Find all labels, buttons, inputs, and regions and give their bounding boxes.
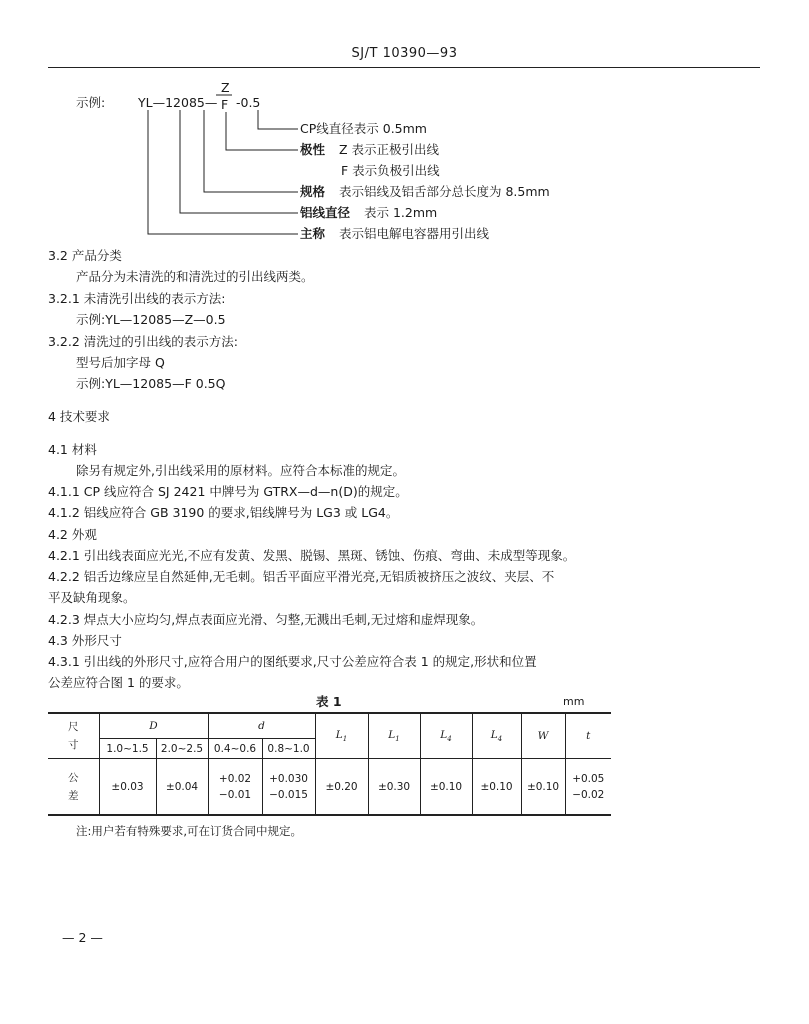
section-heading: 4 技术要求 [48,409,110,424]
annotation-desc: Z 表示正极引出线 [339,142,440,157]
tolerance-table [48,712,611,816]
row-label-dimension [48,713,99,759]
tolerance-upper: +0.030 [269,772,308,785]
annotation-desc: 表示铝电解电容器用引出线 [339,226,490,241]
col-header-sub: 4 [447,735,452,744]
tolerance-cell [262,759,315,816]
paragraph: 4.1.1 CP 线应符合 SJ 2421 中牌号为 GTRX—d—n(D)的规定。 [48,484,408,499]
paragraph: 示例:YL—12085—F 0.5Q [76,376,226,391]
col-header-base: L [440,728,448,741]
section-heading: 4.1 材料 [48,442,97,457]
annotation-diameter [300,121,427,137]
paragraph: 4.2.1 引出线表面应光光,不应有发黄、发黑、脱锡、黑斑、锈蚀、伤痕、弯曲、未成型等现象。 [48,548,576,563]
annotation-name: 主称 [300,226,326,241]
col-header-sub: 4 [497,735,503,744]
sub-header-d-range-1: 0.4~0.6 [208,739,262,759]
tolerance-cell: ±0.10 [521,759,565,816]
annotation-name: 铝线直径 [300,205,351,220]
tolerance-cell: ±0.30 [368,759,420,816]
row-label-char: 寸 [68,739,79,751]
col-header-sub: 1 [395,735,400,744]
paragraph: 4.2.2 铝舌边缘应呈自然延伸,无毛刺。铝舌平面应平滑光亮,无铝质被挤压之波纹、夹层、不 [48,569,555,584]
sub-header-D-range-1: 1.0~1.5 [99,739,156,759]
tolerance-cell: ±0.03 [99,759,156,816]
paragraph: 示例:YL—12085—Z—0.5 [76,312,226,327]
annotation-name: 极性 [300,142,326,157]
annotation-polarity [300,142,439,158]
tolerance-lower: −0.015 [269,788,308,801]
tolerance-cell: ±0.10 [420,759,472,816]
col-header-t [565,713,611,759]
example-code-upper: Z [221,80,230,95]
sub-header-d-range-2: 0.8~1.0 [262,739,315,759]
table-note: 注:用户若有特殊要求,可在订货合同中规定。 [76,824,303,838]
tolerance-upper: +0.02 [218,772,252,785]
annotation-name: 规格 [300,184,326,199]
paragraph: 除另有规定外,引出线采用的原材料。应符合本标准的规定。 [76,463,405,478]
annotation-desc: 表示 1.2mm [364,205,438,220]
tolerance-cell: ±0.20 [315,759,368,816]
col-group-D: D [99,713,208,739]
annotation-wire-diameter [300,205,437,221]
col-header-W [521,713,565,759]
section-heading: 3.2.1 未清洗引出线的表示方法: [48,291,226,306]
annotation-desc: CP线直径表示 0.5mm [300,121,427,136]
col-header-L1b [368,713,420,759]
section-heading: 4.3 外形尺寸 [48,633,122,648]
row-label-char: 差 [68,789,79,802]
row-label-tolerance [48,759,99,816]
paragraph: 4.3.1 引出线的外形尺寸,应符合用户的图纸要求,尺寸公差应符合表 1 的规定,形状和位置 [48,654,537,669]
paragraph: 型号后加字母 Q [76,355,165,370]
section-heading: 3.2 产品分类 [48,248,122,263]
paragraph: 公差应符合图 1 的要求。 [48,675,189,690]
col-header-base: L [335,728,343,741]
tolerance-lower: −0.01 [218,788,252,801]
col-header-base: t [586,730,591,742]
section-heading: 3.2.2 清洗过的引出线的表示方法: [48,334,238,349]
example-code-suffix: -0.5 [236,95,261,110]
col-group-d: d [208,713,315,739]
section-heading: 4.2 外观 [48,527,97,542]
tolerance-cell [208,759,262,816]
row-label-char: 公 [68,771,79,784]
col-header-L4b [472,713,521,759]
paragraph: 平及缺角现象。 [48,590,136,605]
table-title: 表 1 [316,694,342,709]
paragraph: 产品分为未清洗的和清洗过的引出线两类。 [76,269,314,284]
annotation-main-name [300,226,489,242]
col-header-base: L [490,728,498,741]
tolerance-upper: +0.05 [572,772,605,785]
col-header-L4 [420,713,472,759]
paragraph: 4.2.3 焊点大小应均匀,焊点表面应光滑、匀整,无溅出毛刺,无过熔和虚焊现象。 [48,612,484,627]
tolerance-cell: ±0.04 [156,759,208,816]
annotation-polarity-negative [341,163,440,179]
col-header-base: L [388,728,396,741]
table-unit: mm [563,695,585,708]
tolerance-cell [565,759,611,816]
sub-header-D-range-2: 2.0~2.5 [156,739,208,759]
paragraph: 4.1.2 铝线应符合 GB 3190 的要求,铝线牌号为 LG3 或 LG4。 [48,505,399,520]
annotation-desc: 表示铝线及铝舌部分总长度为 8.5mm [339,184,550,199]
tolerance-lower: −0.02 [572,788,605,801]
page-number: — 2 — [62,930,103,945]
row-label-char: 尺 [68,721,79,733]
document-code: SJ/T 10390—93 [351,46,458,61]
example-code-main: YL—12085— [138,95,218,110]
col-header-base: W [537,730,549,742]
example-code-lower: F [221,97,229,112]
annotation-spec [300,184,550,200]
tolerance-cell: ±0.10 [472,759,521,816]
col-header-sub: 1 [342,735,348,744]
annotation-desc: F 表示负极引出线 [341,163,440,178]
example-prefix: 示例: [76,95,106,110]
col-header-L1 [315,713,368,759]
